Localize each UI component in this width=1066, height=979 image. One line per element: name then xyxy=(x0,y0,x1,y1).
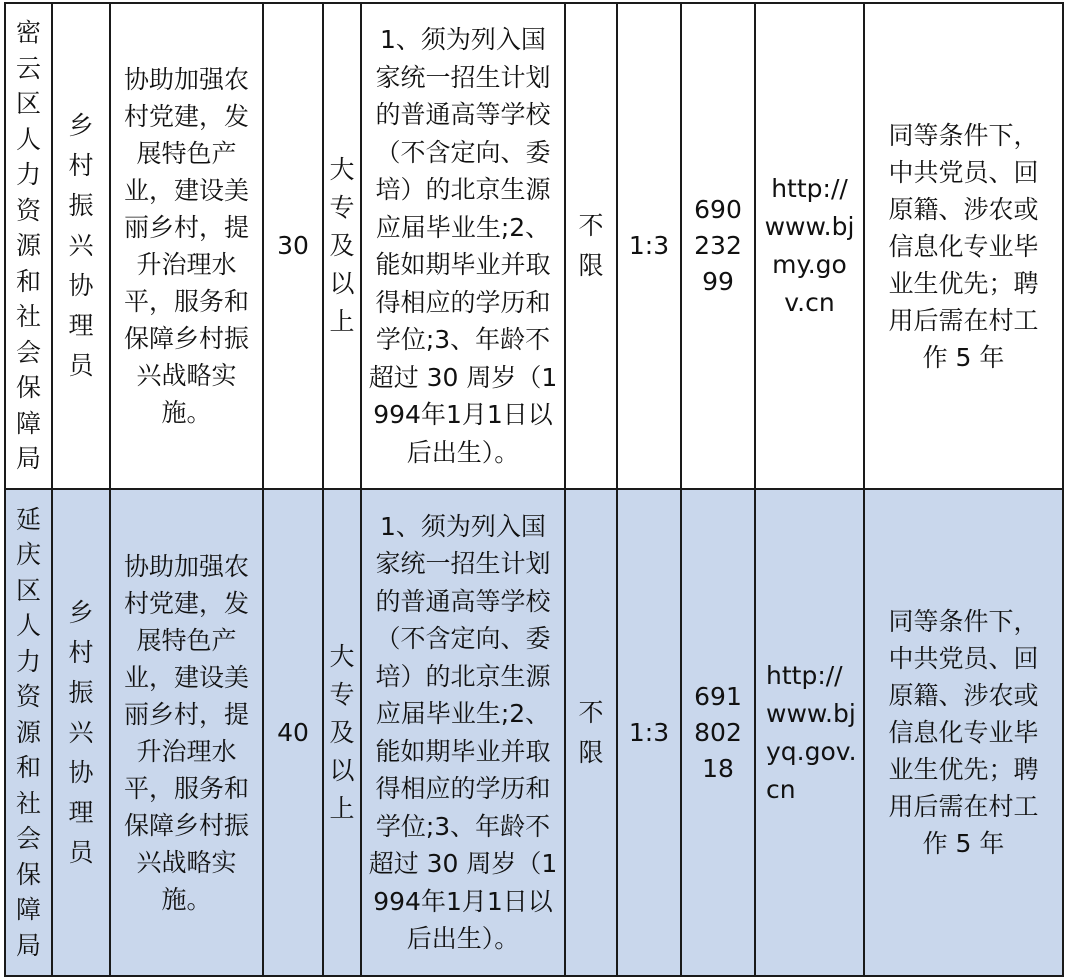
department-cell xyxy=(5,3,52,489)
recruitment-table xyxy=(4,2,1064,977)
requirements-text: 1、须为列入国家统一招生计划的普通高等学校（不含定向、委培）的北京生源应届毕业生;2、能如期毕业并取得相应的学历和学位;3、年龄不超过 30 周岁（1994年1月1日以后出生）。 xyxy=(368,25,558,467)
headcount-cell xyxy=(263,489,323,976)
duties-text: 协助加强农村党建，发展特色产业，建设美丽乡村，提升治理水平，服务和保障乡村振兴战略实施。 xyxy=(123,65,249,427)
requirements-text: 1、须为列入国家统一招生计划的普通高等学校（不含定向、委培）的北京生源应届毕业生;2、能如期毕业并取得相应的学历和学位;3、年龄不超过 30 周岁（1994年1月1日以后出生）。 xyxy=(368,511,558,953)
requirements-cell xyxy=(361,489,565,976)
requirements-cell xyxy=(361,3,565,489)
headcount-text: 40 xyxy=(277,717,309,747)
education-text: 大专及以上 xyxy=(329,155,355,336)
table-row xyxy=(5,489,1063,976)
position-cell xyxy=(52,3,110,489)
ratio-text: 1:3 xyxy=(628,231,670,260)
ratio-cell xyxy=(617,3,681,489)
phone-cell xyxy=(681,3,755,489)
position-text: 乡村振兴协理员 xyxy=(68,597,94,867)
headcount-text: 30 xyxy=(277,231,309,260)
phone-text: 69023299 xyxy=(694,195,742,296)
department-text: 密云区人力资源和社会保障局 xyxy=(16,18,42,473)
website-cell xyxy=(755,3,864,489)
major-cell xyxy=(565,3,617,489)
notes-cell xyxy=(864,489,1063,976)
phone-cell xyxy=(681,489,755,976)
education-cell xyxy=(323,489,361,976)
education-text: 大专及以上 xyxy=(329,641,355,823)
department-cell xyxy=(5,489,52,976)
position-text: 乡村振兴协理员 xyxy=(68,111,94,380)
table-row xyxy=(5,3,1063,489)
duties-cell xyxy=(110,3,263,489)
position-cell xyxy=(52,489,110,976)
headcount-cell xyxy=(263,3,323,489)
notes-text: 同等条件下，中共党员、回原籍、涉农或信息化专业毕业生优先；聘用后需在村工作 5 年 xyxy=(888,607,1039,858)
website-link[interactable]: http://www.bjmy.gov.cn xyxy=(764,174,855,317)
department-text: 延庆区人力资源和社会保障局 xyxy=(16,504,42,960)
website-link[interactable]: http://www.bjyq.gov.cn xyxy=(766,660,857,804)
website-cell xyxy=(755,489,864,976)
ratio-text: 1:3 xyxy=(628,717,670,747)
major-text: 不限 xyxy=(578,211,604,280)
ratio-cell xyxy=(617,489,681,976)
notes-text: 同等条件下，中共党员、回原籍、涉农或信息化专业毕业生优先；聘用后需在村工作 5 年 xyxy=(888,120,1039,372)
education-cell xyxy=(323,3,361,489)
phone-text: 69180218 xyxy=(694,681,742,783)
major-text: 不限 xyxy=(578,697,604,767)
duties-text: 协助加强农村党建，发展特色产业，建设美丽乡村，提升治理水平，服务和保障乡村振兴战略实施。 xyxy=(123,551,249,914)
notes-cell xyxy=(864,3,1063,489)
duties-cell xyxy=(110,489,263,976)
major-cell xyxy=(565,489,617,976)
